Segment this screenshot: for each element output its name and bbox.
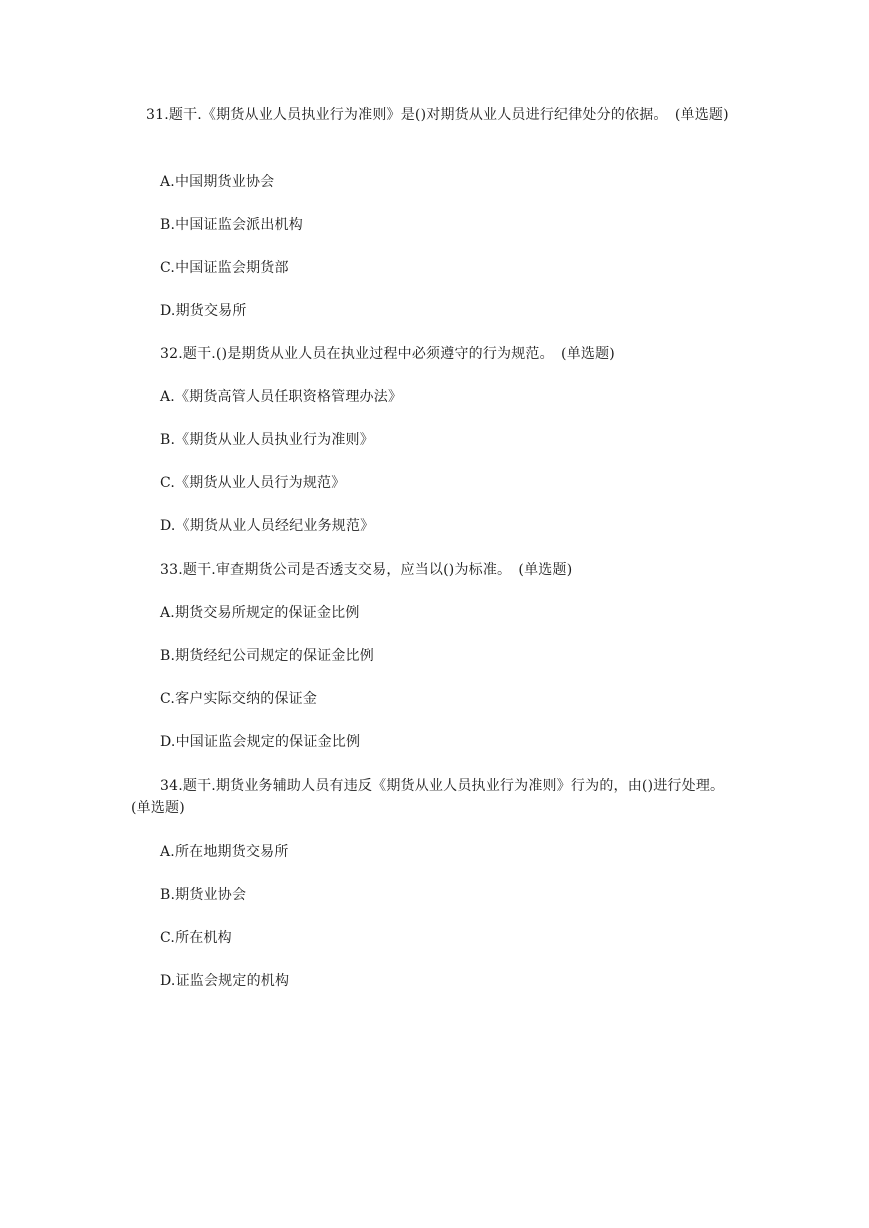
question-31-option-a: A.中国期货业协会 bbox=[160, 174, 275, 190]
question-31-option-c: C.中国证监会期货部 bbox=[160, 260, 289, 276]
question-33-option-d: D.中国证监会规定的保证金比例 bbox=[160, 734, 361, 750]
question-34-stem: 34.题干.期货业务辅助人员有违反《期货从业人员执业行为准则》行为的，由()进行处理。 (单选题) bbox=[131, 778, 732, 816]
question-34-option-b: B.期货业协会 bbox=[160, 887, 247, 903]
question-32-option-c: C.《期货从业人员行为规范》 bbox=[160, 475, 346, 491]
question-34-option-a: A.所在地期货交易所 bbox=[160, 844, 289, 860]
question-31-stem: 31.题干.《期货从业人员执业行为准则》是()对期货从业人员进行纪律处分的依据。 (单选题) bbox=[146, 107, 729, 123]
question-34-option-c: C.所在机构 bbox=[160, 930, 232, 946]
question-32-option-a: A.《期货高管人员任职资格管理办法》 bbox=[160, 389, 403, 405]
question-33-option-c: C.客户实际交纳的保证金 bbox=[160, 691, 318, 707]
question-34-option-d: D.证监会规定的机构 bbox=[160, 973, 290, 989]
question-33-option-b: B.期货经纪公司规定的保证金比例 bbox=[160, 648, 374, 664]
question-32-option-b: B.《期货从业人员执业行为准则》 bbox=[160, 432, 374, 448]
question-32-option-d: D.《期货从业人员经纪业务规范》 bbox=[160, 518, 375, 534]
question-31-option-d: D.期货交易所 bbox=[160, 303, 247, 319]
question-31-option-b: B.中国证监会派出机构 bbox=[160, 217, 303, 233]
question-32-stem: 32.题干.()是期货从业人员在执业过程中必须遵守的行为规范。 (单选题) bbox=[160, 346, 615, 362]
question-33-stem: 33.题干.审查期货公司是否透支交易，应当以()为标准。 (单选题) bbox=[160, 562, 573, 578]
question-33-option-a: A.期货交易所规定的保证金比例 bbox=[160, 605, 360, 621]
